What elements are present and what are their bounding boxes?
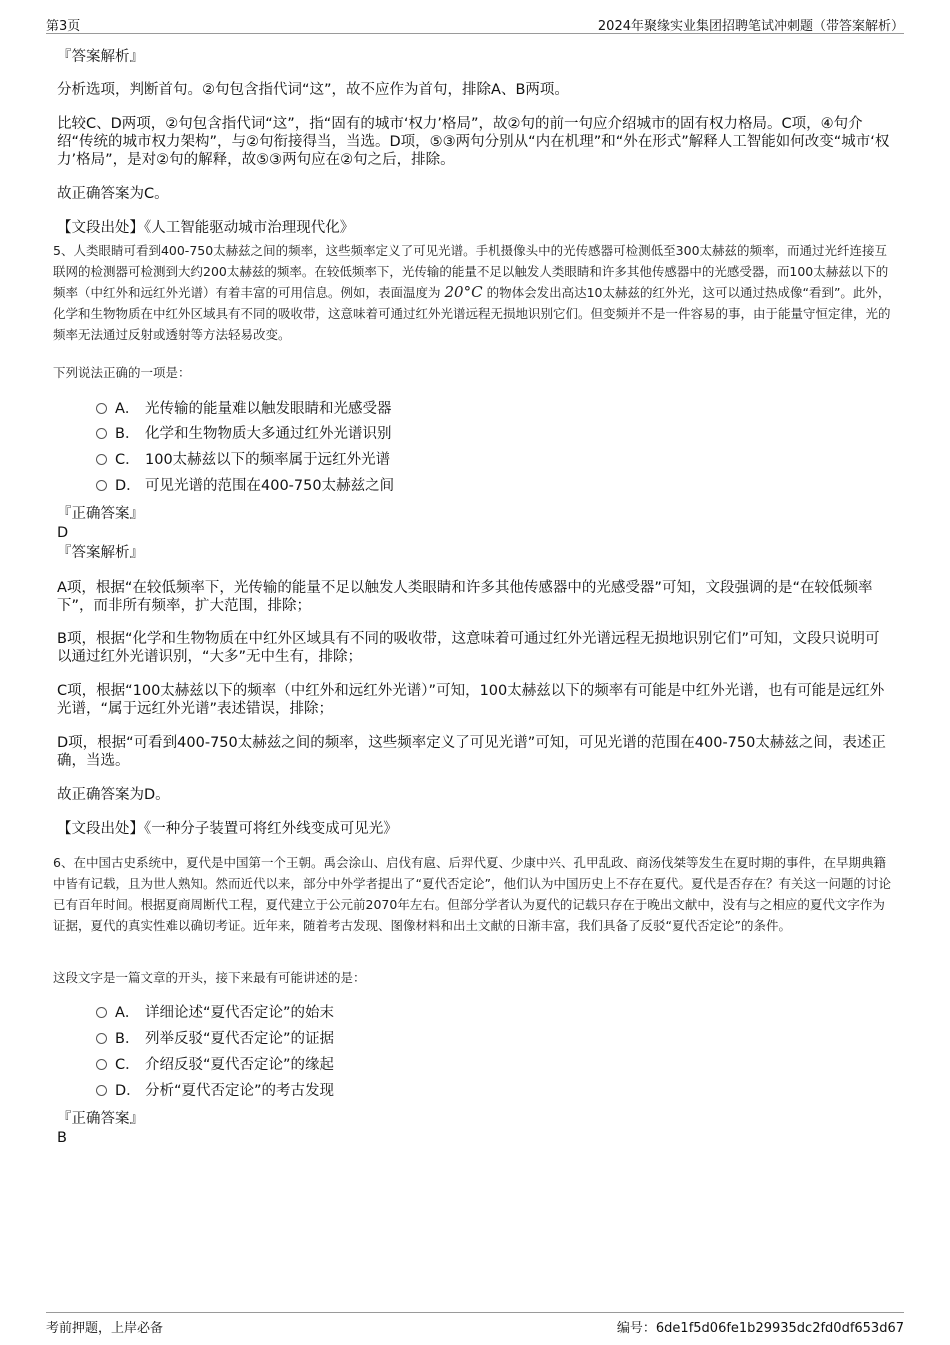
- q5-analysis-b: B项，根据“化学和生物物质在中红外区域具有不同的吸收带，这意味着可通过红外光谱远程无损地识别它们”可知，文段只说明可以通过红外光谱识别，“大多”无中生有，排除；: [57, 631, 880, 665]
- q4-analysis-p1: 分析选项，判断首句。②句包含指代词“这”，故不应作为首句，排除A、B两项。: [57, 82, 569, 98]
- q5-option-a[interactable]: A． 光传输的能量难以触发眼睛和光感受器: [96, 400, 392, 418]
- q6-option-b[interactable]: B． 列举反驳“夏代否定论”的证据: [96, 1030, 334, 1048]
- temperature-formula: 20°C: [444, 283, 483, 301]
- radio-icon[interactable]: [96, 1033, 107, 1044]
- page-footer: [46, 1312, 904, 1337]
- q5-analysis-d: D项，根据“可看到400-750太赫兹之间的频率，这些频率定义了可见光谱”可知，可见光谱的范围在400-750太赫兹之间，表述正确，当选。: [57, 735, 886, 769]
- q5-answer: D: [57, 525, 69, 541]
- radio-icon[interactable]: [96, 1059, 107, 1070]
- q4-analysis-heading: 『答案解析』: [57, 49, 144, 65]
- q6-passage: 6、在中国古史系统中，夏代是中国第一个王朝。禹会涂山、启伐有扈、后羿代夏、少康中兴、孔甲乱政、商汤伐桀等发生在夏时期的事件，在早期典籍中皆有记载，且为世人熟知。然而近代以来，部分中外学者提出了“夏代否定论”，他们认为中国历史上不存在夏代。夏代是否存在？有关这一问题的讨论已有百年时间。根据夏商周断代工程，夏代建立于公元前2070年左右。但部分学者认为夏代的记载只存在于晚出文献中，没有与之相应的夏代文字作为证据，夏代的真实性难以确切考证。近年来，随着考古发现、图像材料和出土文献的日渐丰富，我们具备了反驳“夏代否定论”的条件。: [53, 855, 891, 933]
- page-header: [46, 13, 904, 34]
- radio-icon[interactable]: [96, 403, 107, 414]
- page-number: 第3页: [46, 19, 81, 34]
- q4-source: 【文段出处】《人工智能驱动城市治理现代化》: [57, 220, 355, 236]
- q6-option-c[interactable]: C． 介绍反驳“夏代否定论”的缘起: [96, 1056, 334, 1074]
- radio-icon[interactable]: [96, 454, 107, 465]
- q5-answer-heading: 『正确答案』: [57, 506, 144, 522]
- q6-answer: B: [57, 1130, 67, 1146]
- q6-answer-heading: 『正确答案』: [57, 1111, 144, 1127]
- q4-analysis-p2: 比较C、D两项，②句包含指代词“这”，指“固有的城市‘权力’格局”，故②句的前一句应介绍城市的固有权力格局。C项，④句介绍“传统的城市权力架构”，与②句衔接得当，当选。D项，⑤③两句分别从“内在机理”和“外在形式”解释人工智能如何改变“城市‘权力’格局”，是对②句的解释，故⑤③两句应在②句之后，排除。: [57, 116, 890, 168]
- document-id: 编号：6de1f5d06fe1b29935dc2fd0df653d67: [616, 1321, 904, 1336]
- q5-analysis-a: A项，根据“在较低频率下，光传输的能量不足以触发人类眼睛和许多其他传感器中的光感受器”可知，文段强调的是“在较低频率下”，而非所有频率，扩大范围，排除；: [57, 580, 873, 614]
- radio-icon[interactable]: [96, 428, 107, 439]
- footer-slogan: 考前押题，上岸必备: [46, 1321, 164, 1336]
- q6-prompt: 这段文字是一篇文章的开头，接下来最有可能讲述的是：: [53, 970, 366, 985]
- radio-icon[interactable]: [96, 480, 107, 491]
- radio-icon[interactable]: [96, 1007, 107, 1018]
- radio-icon[interactable]: [96, 1085, 107, 1096]
- q5-source: 【文段出处】《一种分子装置可将红外线变成可见光》: [57, 821, 398, 837]
- q5-passage: 5、人类眼睛可看到400-750太赫兹之间的频率，这些频率定义了可见光谱。手机摄像头中的光传感器可检测低至300太赫兹的频率，而通过光纤连接互联网的检测器可检测到大约200太赫兹的频率。在较低频率下，光传输的能量不足以触发人类眼睛和许多其他传感器中的光感受器，而100太赫兹以下的频率（中红外和远红外光谱）有着丰富的可用信息。例如，表面温度为 20°C 的物体会发出高达10太赫兹的红外光，这可以通过热成像“看到”。此外，化学和生物物质在中红外区域具有不同的吸收带，这意味着可通过红外光谱远程无损地识别它们。但变频并不是一件容易的事，由于能量守恒定律，光的频率无法通过反射或透射等方法轻易改变。: [53, 243, 891, 342]
- q5-conclusion: 故正确答案为D。: [57, 787, 170, 803]
- q5-analysis-c: C项，根据“100太赫兹以下的频率（中红外和远红外光谱）”可知，100太赫兹以下的频率有可能是中红外光谱，也有可能是远红外光谱，“属于远红外光谱”表述错误，排除；: [57, 683, 885, 717]
- q4-analysis-p3: 故正确答案为C。: [57, 186, 169, 202]
- q5-option-d[interactable]: D． 可见光谱的范围在400-750太赫兹之间: [96, 477, 394, 495]
- q5-option-c[interactable]: C． 100太赫兹以下的频率属于远红外光谱: [96, 451, 390, 469]
- document-title: 2024年聚缘实业集团招聘笔试冲刺题（带答案解析）: [597, 19, 904, 34]
- q5-analysis-heading: 『答案解析』: [57, 545, 144, 561]
- q6-option-a[interactable]: A． 详细论述“夏代否定论”的始末: [96, 1004, 334, 1022]
- q5-prompt: 下列说法正确的一项是：: [53, 365, 191, 380]
- q5-option-b[interactable]: B． 化学和生物物质大多通过红外光谱识别: [96, 425, 392, 443]
- q6-option-d[interactable]: D． 分析“夏代否定论”的考古发现: [96, 1082, 334, 1100]
